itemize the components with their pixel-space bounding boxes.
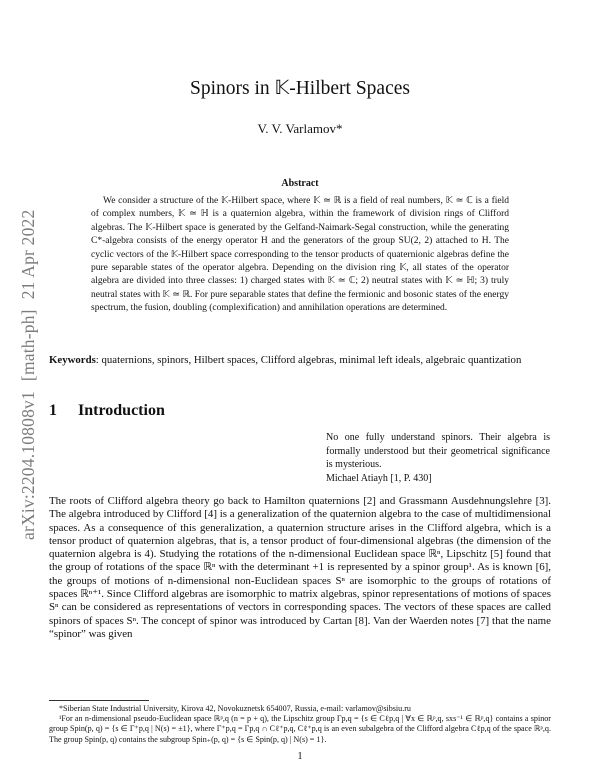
- arxiv-id[interactable]: arXiv:2204.10808v1: [18, 391, 38, 540]
- footnotes: [49, 704, 551, 745]
- keywords-label: Keywords: [49, 354, 96, 366]
- epigraph-attribution: Michael Atiayh [1, P. 430]: [326, 472, 432, 484]
- paper-author: V. V. Varlamov*: [257, 121, 343, 136]
- arxiv-identifier-stamp: [18, 210, 39, 540]
- footnote-1: ¹For an n-dimensional pseudo-Euclidean space ℝᵖ,q (n = p + q), the Lipschitz group Γp,q = {s ∈ Cℓp,q | ∀x ∈ ℝᵖ,q, sxs⁻¹ ∈ ℝᵖ,q} contains a spinor group Spin(p, q) = {s ∈ Γ⁺p,q | N(s) = ±1}, where Γ⁺p,q = Γp,q ∩ Cℓ⁺p,q, Cℓ⁺p,q is an even subalgebra of the Clifford algebra Cℓp,q of the space ℝᵖ,q. The group Spin(p, q) contains the subgroup Spin₊(p, q) = {s ∈ Spin(p, q) | N(s) = 1}.: [49, 714, 551, 744]
- section-heading: [49, 402, 165, 420]
- introduction-paragraph: The roots of Clifford algebra theory go back to Hamilton quaternions [2] and Grassmann Ausdehnungslehre [3]. The algebra introduced by Clifford [4] is a generalization of the quaternion algebra to the case of multidimensional spaces. As a consequence of this generalization, a quaternion structure arises in the Clifford algebra, which is a tensor product of quaternion algebras, that is, a tensor product of four-dimensional algebras (the dimension of the quaternion algebra is 4). Studying the rotations of the n-dimensional Euclidean space ℝⁿ, Lipschitz [5] found that the group of rotations of the space ℝⁿ with the determinant +1 is represented by a spinor group¹. As is known [6], the groups of motions of n-dimensional non-Euclidean spaces Sⁿ are isomorphic to the groups of rotations of spaces ℝⁿ⁺¹. Since Clifford algebras are isomorphic to matrix algebras, spinor representations of motions of spaces Sⁿ can be considered as representations of vectors in corresponding spaces. The vectors of these spaces are called spinors of spaces Sⁿ. The concept of spinor was introduced by Cartan [8]. Van der Waerden notes [7] that the name “spinor” was given: [49, 495, 551, 640]
- section-title: Introduction: [78, 402, 165, 419]
- keywords-text: : quaternions, spinors, Hilbert spaces, Clifford algebras, minimal left ideals, algebraic quantization: [95, 354, 522, 366]
- footnote-divider: [49, 700, 149, 701]
- epigraph: [326, 431, 550, 485]
- epigraph-quote: No one fully understand spinors. Their algebra is formally understood but their geometrical significance is mysterious.: [326, 432, 550, 471]
- footnote-affiliation: *Siberian State Industrial University, Kirova 42, Novokuznetsk 654007, Russia, e-mail: varlamov@sibsiu.ru: [59, 704, 411, 713]
- page-number: 1: [297, 751, 303, 762]
- section-number: 1: [49, 402, 57, 419]
- abstract-text: We consider a structure of the 𝕂-Hilbert space, where 𝕂 ≃ ℝ is a field of real numbers, 𝕂 ≃ ℂ is a field of complex numbers, 𝕂 ≃ ℍ is a quaternion algebra, within the framework of division rings of Clifford algebras. The 𝕂-Hilbert space is generated by the Gelfand-Naimark-Segal construction, while the generating C*-algebra consists of the energy operator H and the generators of the group SU(2, 2) attached to H. The cyclic vectors of the 𝕂-Hilbert space corresponding to the tensor products of quaternionic algebras define the pure separable states of the operator algebra. Depending on the division ring 𝕂, all states of the operator algebra are divided into three classes: 1) charged states with 𝕂 ≃ ℂ; 2) neutral states with 𝕂 ≃ ℍ; 3) truly neutral states with 𝕂 ≃ ℝ. For pure separable states that define the fermionic and bosonic states of the energy spectrum, the fusion, doubling (complexification) and annihilation operations are determined.: [91, 196, 509, 314]
- keywords: [49, 353, 551, 367]
- arxiv-date: 21 Apr 2022: [18, 209, 38, 300]
- arxiv-category: [math-ph]: [18, 309, 38, 382]
- paper-title: Spinors in 𝕂-Hilbert Spaces: [190, 78, 410, 99]
- abstract-heading: Abstract: [281, 178, 319, 189]
